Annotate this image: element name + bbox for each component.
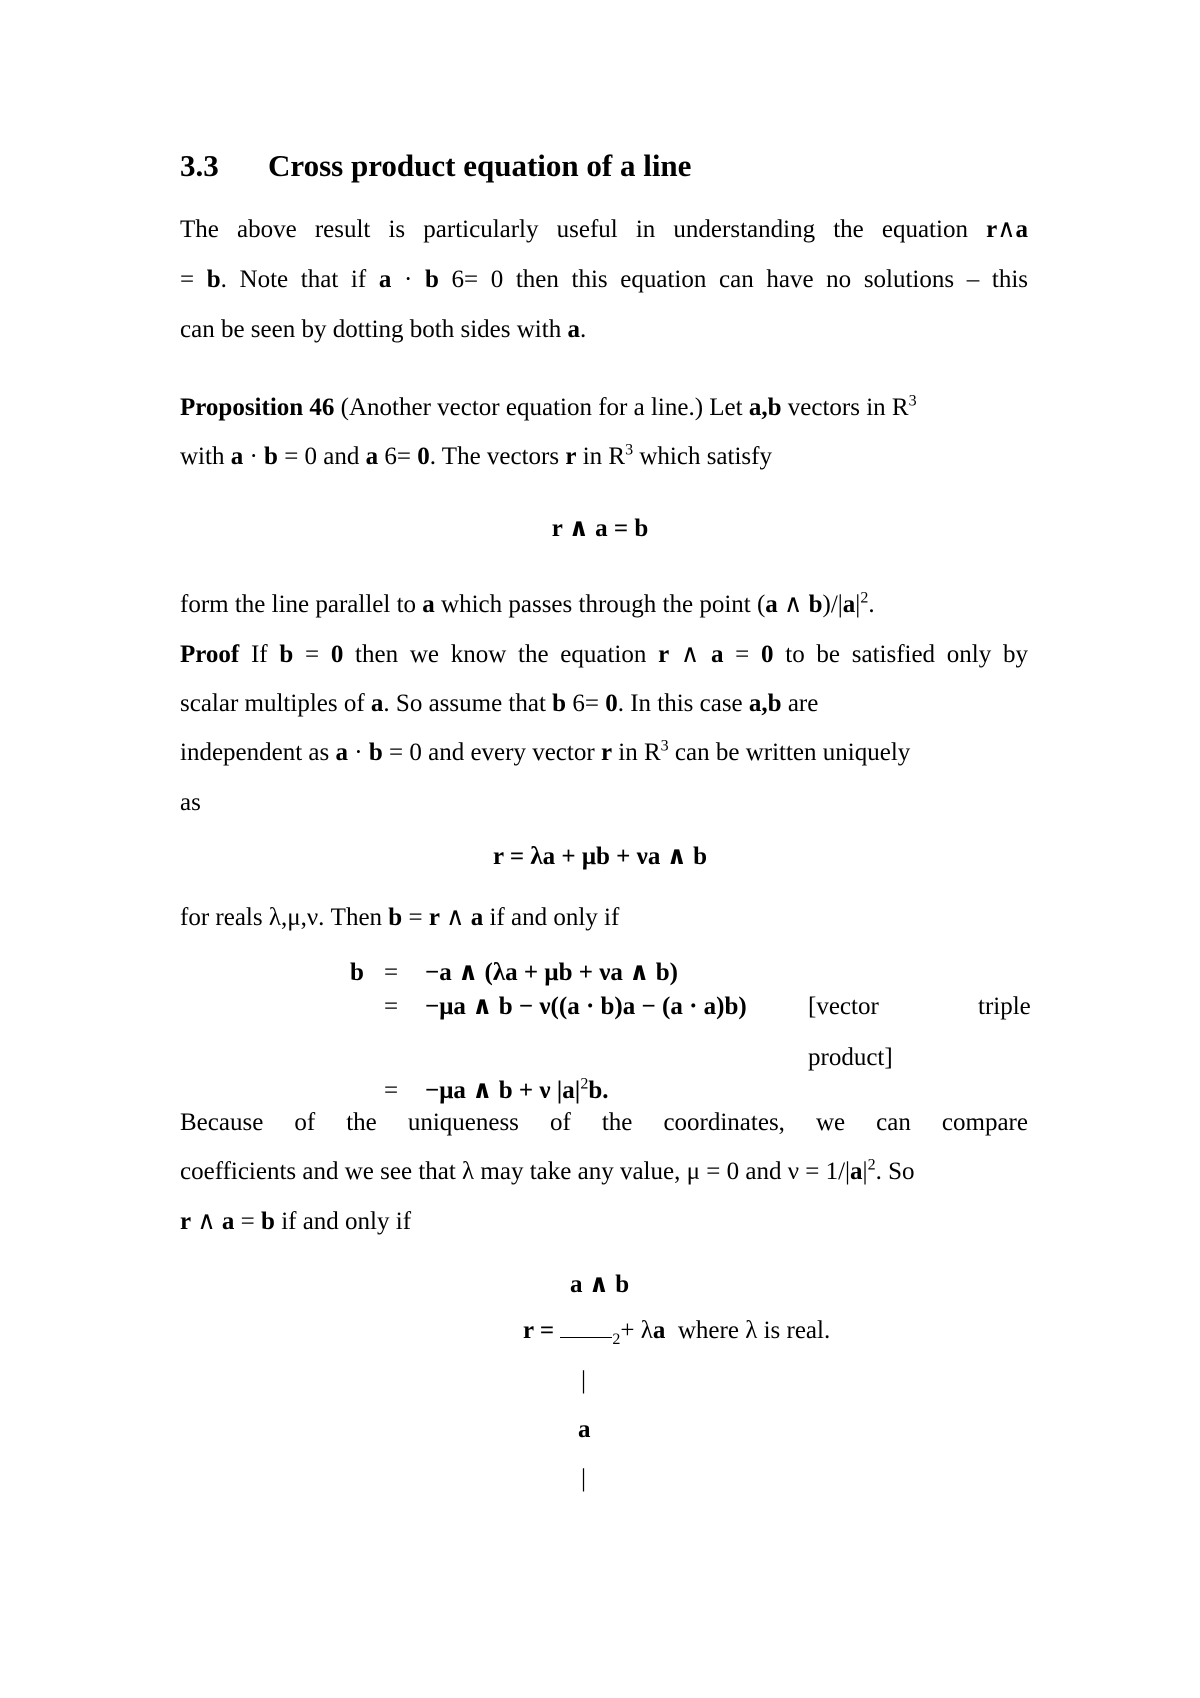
conclusion-line-1: Because of the uniqueness of the coordinates, we can compare: [180, 1109, 1028, 1136]
conclusion-line-2: coefficients and we see that λ may take any value, μ = 0 and $\nu = 1/|a|^2$. So: [180, 1156, 915, 1185]
proposition-line-3: form the line parallel to a which passes through the point (a ∧ $b)/|a|^2$.: [180, 589, 875, 618]
conclusion-line-3: r ∧ a = b if and only if: [180, 1208, 412, 1235]
proof-line-2: scalar multiples of a. So assume that b 6= 0. In this case a,b are: [180, 690, 819, 717]
intro-line-3: can be seen by dotting both sides with a.: [180, 316, 587, 343]
proposition-line-1: Proposition 46 (Another vector equation for a line.) Let a,b vectors in $R^3$: [180, 392, 917, 421]
proof-line-1: Proof If b = 0 then we know the equation r ∧ a = 0 to be satisfied only by: [180, 641, 1028, 668]
final-bar-1: |: [581, 1367, 587, 1394]
derivation-rhs-2: −μa ∧ b − ν((a · b)a − (a · a)b): [425, 993, 747, 1020]
derivation-lhs: b: [350, 959, 364, 986]
proof-line-3: independent as a · b = 0 and every vector r in $R^3$ can be written uniquely: [180, 737, 911, 766]
final-bar-2: |: [581, 1465, 587, 1492]
derivation-rhs-1: −a ∧ (λa + μb + νa ∧ b): [425, 959, 678, 986]
derivation-eq-3: =: [384, 1077, 399, 1104]
section-number: 3.3: [180, 148, 219, 183]
derivation-note-3: product]: [808, 1044, 893, 1071]
proposition-equation: r ∧ a = b: [551, 515, 649, 542]
fraction-bar: [560, 1317, 612, 1338]
intro-line-2: = b. Note that if a · b 6= 0 then this equation can have no solutions – this: [180, 266, 1029, 293]
intro-line-1: The above result is particularly useful in understanding the equation r∧a: [180, 216, 1028, 243]
final-denominator: a: [578, 1416, 591, 1443]
derivation-note-1: [vector: [808, 993, 879, 1020]
derivation-note-2: triple: [978, 993, 1031, 1020]
derivation-eq-1: =: [384, 959, 399, 986]
proof-equation: r = λa + μb + νa ∧ b: [492, 843, 708, 870]
final-numerator: a ∧ b: [570, 1271, 630, 1298]
derivation-rhs-3: −μa ∧ b + ν $|a|^2b$.: [425, 1075, 609, 1104]
proposition-line-2: with a · b = 0 and a 6= 0. The vectors r in $R^3$ which satisfy: [180, 441, 772, 470]
proposition-label: Proposition 46: [180, 394, 335, 421]
final-equation: r = $_2$+ λa where λ is real.: [523, 1317, 831, 1348]
proof-label: Proof: [180, 641, 240, 668]
proof-line-5: for reals λ,μ,ν. Then b = r ∧ a if and only if: [180, 904, 620, 931]
derivation-eq-2: =: [384, 993, 399, 1020]
proof-line-4: as: [180, 789, 201, 816]
section-title: Cross product equation of a line: [268, 148, 692, 183]
section-heading: [180, 148, 1028, 184]
